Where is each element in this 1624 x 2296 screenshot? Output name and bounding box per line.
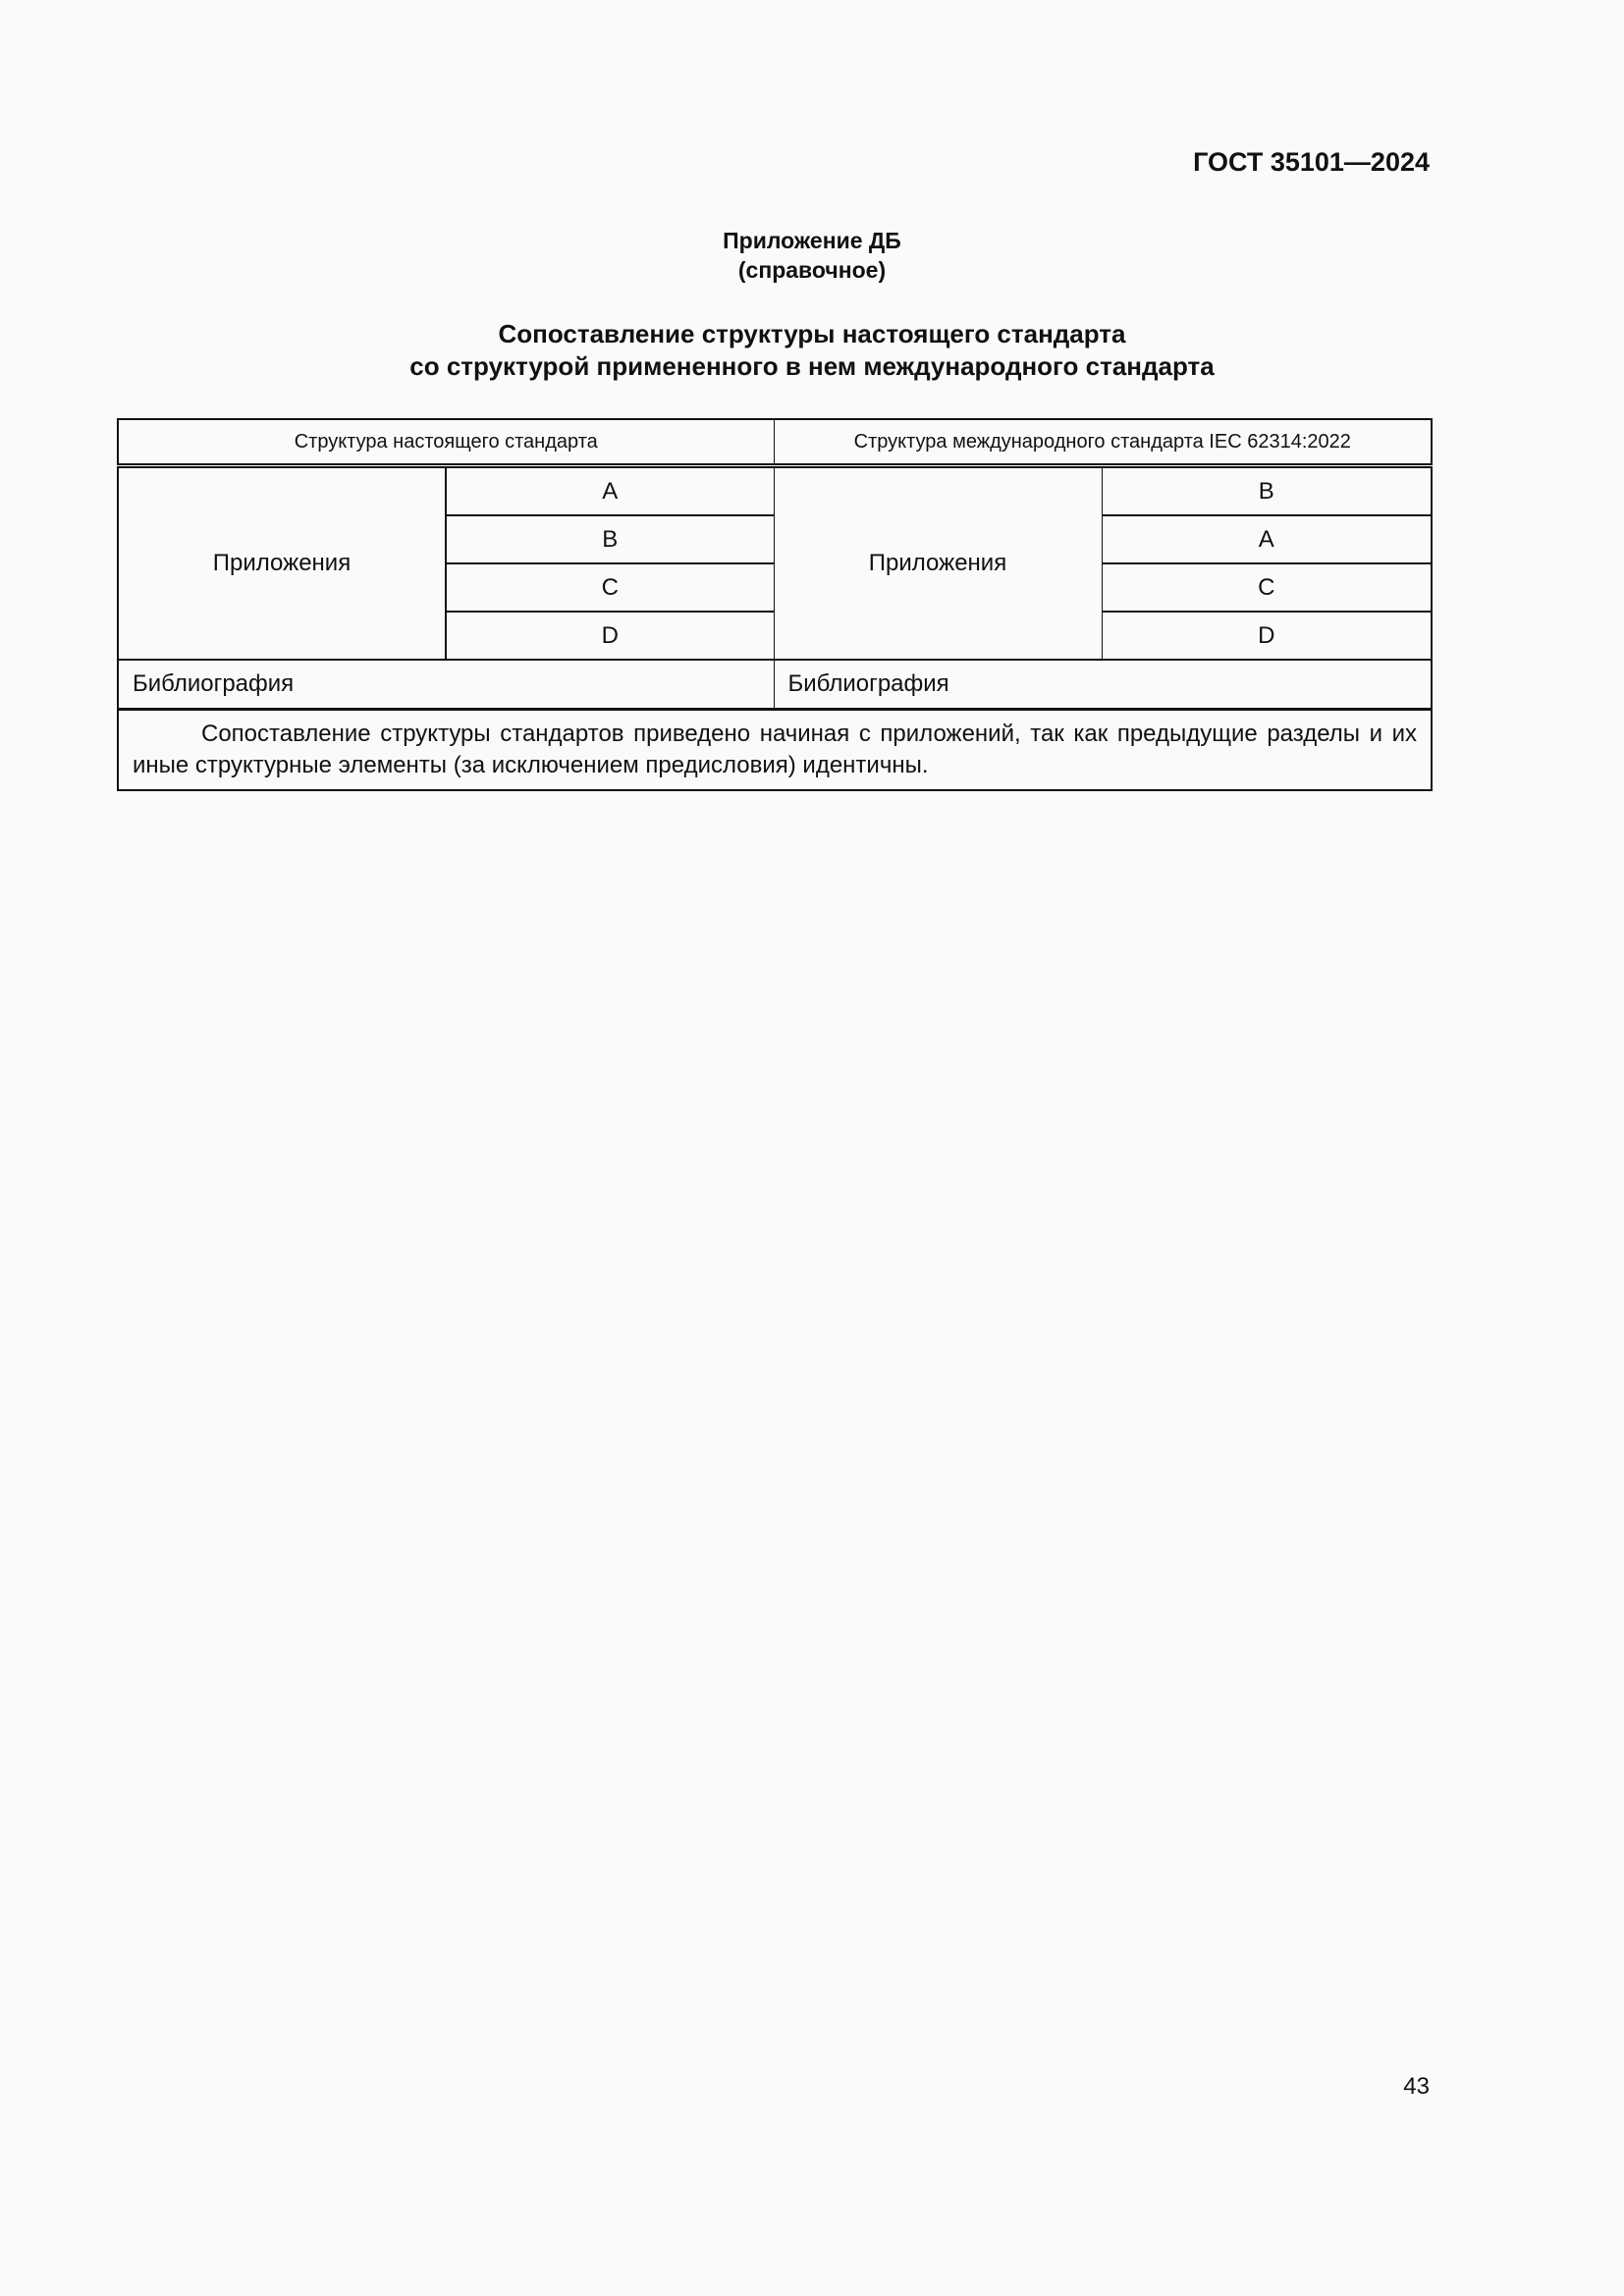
group-label-left: Приложения [118, 466, 446, 661]
bibliography-left: Библиография [118, 660, 774, 710]
table-row [118, 466, 1432, 516]
left-item: D [446, 612, 774, 660]
group-label-right: Приложения [774, 466, 1102, 661]
table-note-row [118, 710, 1432, 791]
heading-line-2: со структурой примененного в нем международного стандарта [409, 351, 1215, 381]
left-item: B [446, 515, 774, 563]
left-item: A [446, 466, 774, 516]
column-header-international-standard: Структура международного стандарта IEC 62314:2022 [774, 419, 1432, 466]
right-item: D [1102, 612, 1432, 660]
table-note: Сопоставление структуры стандартов приведено начиная с приложений, так как предыдущие разделы и их иные структурные элементы (за исключением предисловия) идентичны. [118, 710, 1432, 791]
document-code: ГОСТ 35101—2024 [1193, 147, 1430, 177]
left-item: C [446, 563, 774, 612]
table-row [118, 660, 1432, 710]
right-item: B [1102, 466, 1432, 516]
column-header-this-standard: Структура настоящего стандарта [118, 419, 774, 466]
right-item: C [1102, 563, 1432, 612]
structure-comparison-table [117, 418, 1433, 791]
heading-line-1: Сопоставление структуры настоящего стандарта [498, 319, 1126, 348]
right-item: A [1102, 515, 1432, 563]
table-header-row [118, 419, 1432, 466]
bibliography-right: Библиография [774, 660, 1432, 710]
appendix-kind: (справочное) [737, 257, 887, 283]
appendix-title: Приложение ДБ [723, 228, 901, 253]
page-number: 43 [1403, 2073, 1430, 2100]
